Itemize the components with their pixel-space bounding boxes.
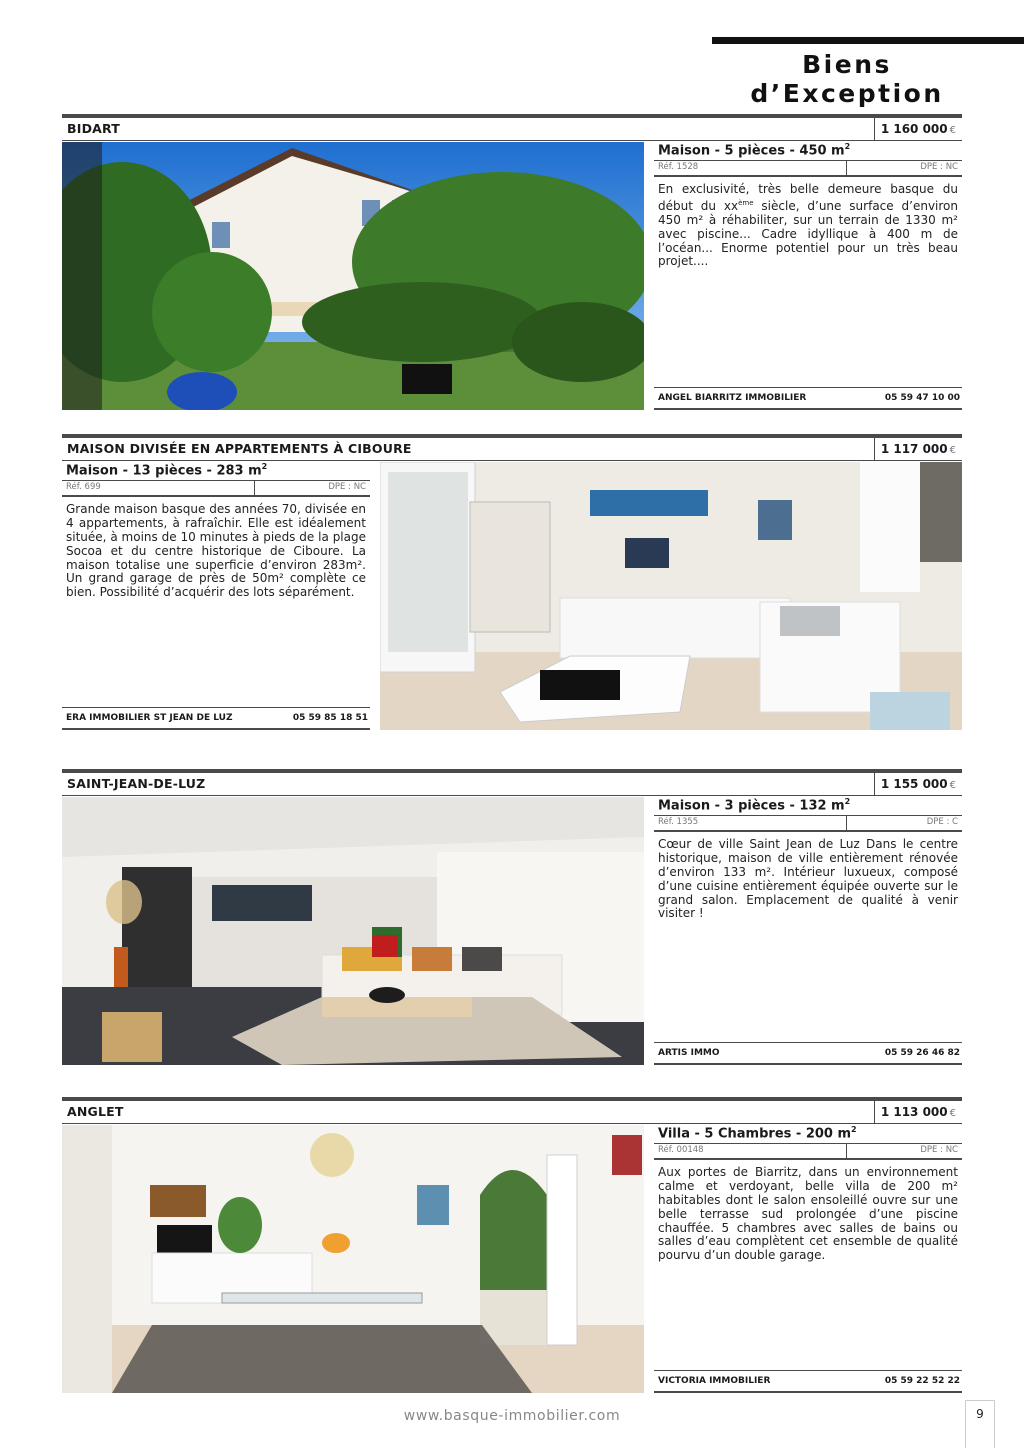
ref-divider xyxy=(846,816,847,830)
ref-divider xyxy=(846,161,847,175)
listing-price xyxy=(874,438,962,460)
listing-city: ANGLET xyxy=(67,1104,124,1119)
ref-row xyxy=(654,161,962,177)
agency-name: ARTIS IMMO xyxy=(658,1048,720,1058)
currency-symbol: € xyxy=(949,445,956,456)
listing-description: Cœur de ville Saint Jean de Luz Dans le centre historique, maison de ville entièrement rénovée d’environ 133 m². Intérieur luxueux, composé d’une cuisine entièrement équipée ouverte sur le grand salon. Emplacement de qualité à venir visiter ! xyxy=(658,837,958,921)
listing-description: Grande maison basque des années 70, divisée en 4 appartements, à rafraîchir. Elle est idéalement située, à moins de 10 minutes à pieds de la plage Socoa et du centre historique de Ciboure. La maison totalise une superficie d’environ 283m². Un grand garage de près de 50m² complète ce bien. Possibilité d’acquérir des lots séparément. xyxy=(66,502,366,600)
price-value: 1 117 000 xyxy=(880,442,948,456)
top-accent-bar xyxy=(712,37,1024,44)
white-living-room-photo xyxy=(380,462,962,730)
ref-row xyxy=(654,1144,962,1160)
agency-footer xyxy=(62,707,370,730)
dpe-rating: DPE : NC xyxy=(920,1145,958,1156)
listing-price xyxy=(874,773,962,795)
listing-header xyxy=(62,1097,962,1124)
section-title: Biens d’Exception xyxy=(750,50,944,108)
agency-footer xyxy=(654,1370,962,1393)
property-type: Maison - 5 pièces - 450 $m^2$ xyxy=(654,142,962,161)
listing-info xyxy=(654,797,962,1065)
reference: Réf. 699 xyxy=(66,482,101,493)
agency-phone[interactable]: 05 59 26 46 82 xyxy=(884,1048,960,1058)
ref-row xyxy=(654,816,962,832)
property-type: Maison - 3 pièces - 132 $m^2$ xyxy=(654,797,962,816)
currency-symbol: € xyxy=(949,780,956,791)
agency-phone[interactable]: 05 59 85 18 51 xyxy=(292,713,368,723)
agency-name: VICTORIA IMMOBILIER xyxy=(658,1376,771,1386)
agency-phone[interactable]: 05 59 22 52 22 xyxy=(884,1376,960,1386)
page-number: 9 xyxy=(965,1400,995,1448)
listing-price xyxy=(874,118,962,140)
property-type: Villa - 5 Chambres - 200 $m^2$ xyxy=(654,1125,962,1144)
ref-row xyxy=(62,481,370,497)
modern-living-room-photo xyxy=(62,797,644,1065)
listing-header xyxy=(62,114,962,141)
agency-footer xyxy=(654,387,962,410)
ref-divider xyxy=(846,1144,847,1158)
reference: Réf. 1355 xyxy=(658,817,699,828)
listing-photo[interactable] xyxy=(380,462,962,730)
dpe-rating: DPE : C xyxy=(926,817,958,828)
agency-name: ERA IMMOBILIER ST JEAN DE LUZ xyxy=(66,713,233,723)
reference: Réf. 1528 xyxy=(658,162,699,173)
dpe-rating: DPE : NC xyxy=(328,482,366,493)
listing-info xyxy=(62,462,370,730)
agency-footer xyxy=(654,1042,962,1065)
listing-photo[interactable] xyxy=(62,142,644,410)
listing-anglet[interactable] xyxy=(62,1097,962,1395)
listing-saint-jean-de-luz[interactable] xyxy=(62,769,962,1067)
currency-symbol: € xyxy=(949,1108,956,1119)
ref-divider xyxy=(254,481,255,495)
listing-city: SAINT-JEAN-DE-LUZ xyxy=(67,776,206,791)
price-value: 1 113 000 xyxy=(880,1105,948,1119)
agency-phone[interactable]: 05 59 47 10 00 xyxy=(884,393,960,403)
price-value: 1 160 000 xyxy=(880,122,948,136)
listing-description: En exclusivité, très belle demeure basque du début du $xx^{ème}$ siècle, d’une surface d’environ 450 m² à réhabiliter, sur un terrain de 1330 m² avec piscine... Cadre idyllique à 400 m de l’océan... Enorme potentiel pour un très beau projet.... xyxy=(658,182,958,269)
listing-info xyxy=(654,1125,962,1393)
listing-city: BIDART xyxy=(67,121,121,136)
listing-photo[interactable] xyxy=(62,797,644,1065)
listing-ciboure[interactable] xyxy=(62,434,962,732)
listing-header xyxy=(62,434,962,461)
listing-price xyxy=(874,1101,962,1123)
currency-symbol: € xyxy=(949,125,956,136)
listing-photo[interactable] xyxy=(62,1125,644,1393)
listing-header xyxy=(62,769,962,796)
listing-info xyxy=(654,142,962,410)
agency-name: ANGEL BIARRITZ IMMOBILIER xyxy=(658,393,807,403)
website-url[interactable]: www.basque-immobilier.com xyxy=(403,1408,621,1424)
listing-city: MAISON DIVISÉE EN APPARTEMENTS À CIBOURE xyxy=(67,441,412,456)
reference: Réf. 00148 xyxy=(658,1145,704,1156)
dpe-rating: DPE : NC xyxy=(920,162,958,173)
listing-bidart[interactable] xyxy=(62,114,962,412)
price-value: 1 155 000 xyxy=(880,777,948,791)
house-garden-photo xyxy=(62,142,644,410)
listing-description: Aux portes de Biarritz, dans un environnement calme et verdoyant, belle villa de 200 m² habitables dont le salon ensoleillé ouvre sur une belle terrasse sud prolongée d’une piscine chauffée. 5 chambres avec salles de bains ou salles d’eau complètent cet ensemble de qualité pourvu d’un double garage. xyxy=(658,1165,958,1263)
dining-room-photo xyxy=(62,1125,644,1393)
property-type: Maison - 13 pièces - 283 $m^2$ xyxy=(62,462,370,481)
